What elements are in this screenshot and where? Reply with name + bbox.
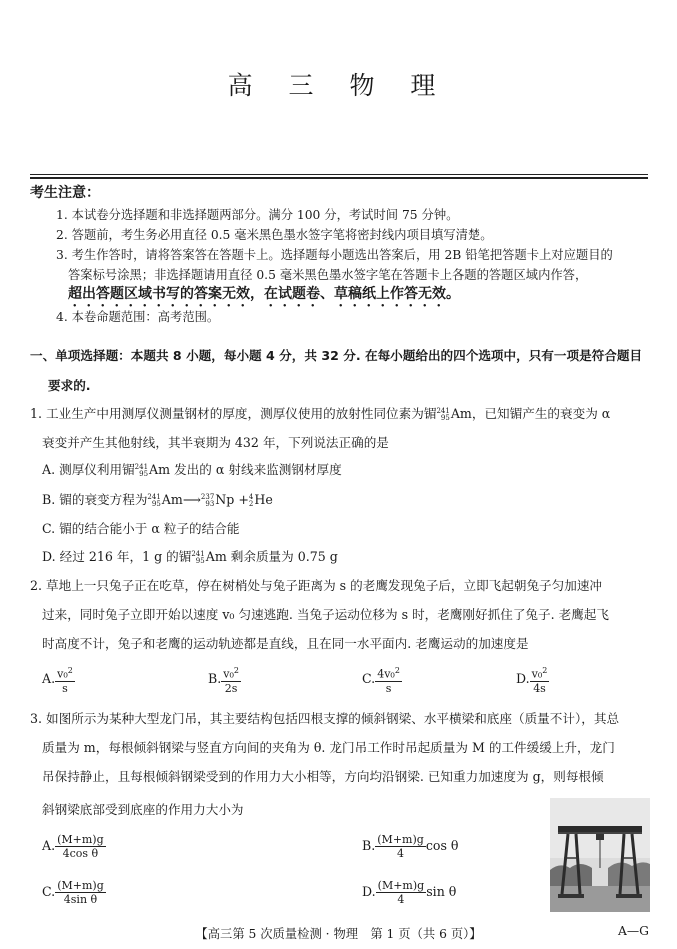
q2-stem-line1: 2. 草地上一只兔子正在吃草，停在树梢处与兔子距离为 s 的老鹰发现兔子后，立即飞起朝兔子匀加速冲 [30,578,603,593]
q2-option-d: D. $\frac{v_0^2}{4s}$ [516,666,548,695]
arrow-icon: ⟶ [182,492,201,507]
page-title: 高 三 物 理 [227,71,450,100]
nuclide-am: 241 95 [436,406,450,422]
gantry-crane-photo [550,798,650,912]
q2-option-a: A. $\frac{v_0^2}{s}$ [42,666,73,695]
q3-stem-line1: 3. 如图所示为某种大型龙门吊，其主要结构包括四根支撑的倾斜钢梁、水平横梁和底座（质量不计），其总 [30,711,620,726]
version-code: A—G [618,924,650,938]
q1-option-a: A. 测厚仪利用镅 241 95 Am 发出的 α 射线来监测钢材厚度 [42,462,342,478]
q2-stem-line2: 过来，同时兔子立即开始以速度 v₀ 匀速逃跑. 当兔子运动位移为 s 时，老鹰刚好抓住了兔子. 老鹰起飞 [42,607,609,622]
notice-item-2: 2. 答题前，考生务必用直径 0.5 毫米黑色墨水签字笔将密封线内项目填写清楚。 [56,228,493,242]
q3-stem-line2: 质量为 m，每根倾斜钢梁与竖直方向间的夹角为 θ. 龙门吊工作时吊起质量为 M 的工件缓缓上升，龙门 [42,740,615,755]
q3-option-d: D. $\frac{(M+m)g}{4}$ sin θ [362,879,457,906]
q3-stem-line4: 斜钢梁底部受到底座的作用力大小为 [42,802,244,817]
notice-item-3-cont: 答案标号涂黑；非选择题请用直径 0.5 毫米黑色墨水签字笔在答题卡上各题的答题区域内作答， [68,268,588,282]
q3-option-b: B. $\frac{(M+m)g}{4}$ cos θ [362,833,459,860]
section-1-heading: 一、单项选择题：本题共 8 小题，每小题 4 分，共 32 分. 在每小题给出的四个选项中，只有一项是符合题目 [30,348,643,363]
notice-item-1: 1. 本试卷分选择题和非选择题两部分。满分 100 分，考试时间 75 分钟。 [56,208,459,222]
q3-stem-line3: 吊保持静止，且每根倾斜钢梁受到的作用力大小相等，方向均沿钢梁. 已知重力加速度为 g，则每根倾 [42,769,604,784]
q1-stem-line2: 衰变并产生其他射线，其半衰期为 432 年，下列说法正确的是 [42,435,389,450]
q1-option-b: B. 镅的衰变方程为 241 95 Am⟶ 237 93 Np + 4 2 He [42,492,273,508]
q1-option-d: D. 经过 216 年，1 g 的镅 241 95 Am 剩余质量为 0.75 g [42,549,338,565]
notice-emphasis: 超出答题区域书写的答案无效，在试题卷、草稿纸上作答无效。 [68,286,460,302]
q1-stem-line1: 1. 工业生产中用测厚仪测量钢材的厚度，测厚仪使用的放射性同位素为镅 241 95 Am，已知镅产生的衰变为 α [30,406,611,422]
header-rule-thin [30,174,648,175]
notice-item-3: 3. 考生作答时，请将答案答在答题卡上。选择题每小题选出答案后，用 2B 铅笔把答题卡上对应题目的 [56,248,613,262]
q3-option-a: A. $\frac{(M+m)g}{\text{4cos θ}}$ [42,833,104,860]
q1-option-c: C. 镅的结合能小于 α 粒子的结合能 [42,521,240,536]
q2-option-b: B. $\frac{v_0^2}{2s}$ [208,666,239,695]
header-rule-thick [30,177,648,179]
q2-option-c: C. $\frac{4v_0^2}{s}$ [362,666,400,695]
q2-stem-line3: 时高度不计，兔子和老鹰的运动轨迹都是直线，且在同一水平面内. 老鹰运动的加速度是 [42,636,529,651]
notice-item-4: 4. 本卷命题范围：高考范围。 [56,310,220,324]
page-footer: 【高三第 5 次质量检测 · 物理 第 1 页（共 6 页）】 [195,927,482,941]
q3-option-c: C. $\frac{(M+m)g}{\text{4sin θ}}$ [42,879,104,906]
gantry-crane-illustration [550,798,650,912]
notice-heading: 考生注意： [30,185,100,201]
section-1-heading-cont: 要求的. [48,378,91,393]
